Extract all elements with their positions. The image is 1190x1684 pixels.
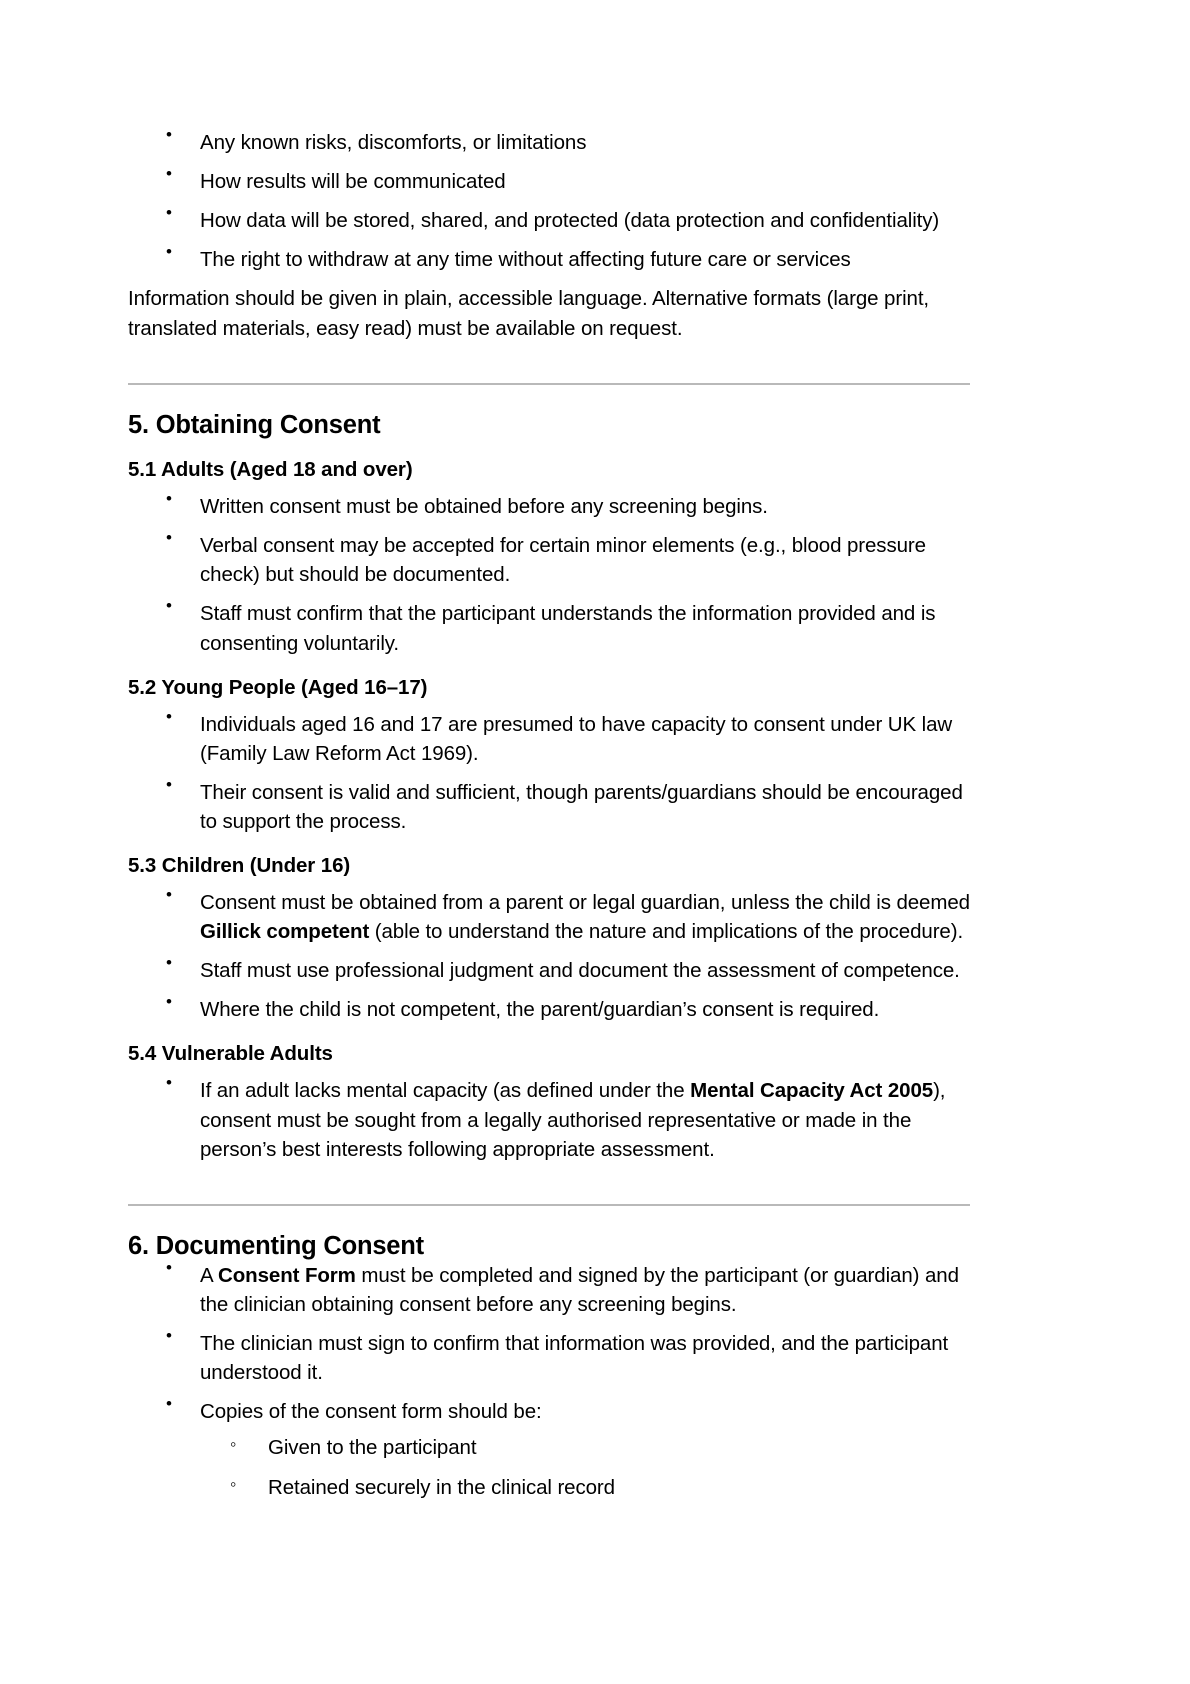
list-item: [128, 710, 980, 768]
subheading-5-2: 5.2 Young People (Aged 16–17): [128, 675, 428, 699]
bullet-text: Their consent is valid and sufficient, though parents/guardians should be encouraged to support the process.: [200, 780, 963, 833]
bullet-text: Where the child is not competent, the parent/guardian’s consent is required.: [200, 998, 880, 1022]
bullet-text: The clinician must sign to confirm that information was provided, and the participant understood it.: [200, 1332, 949, 1385]
bullet-list-5-3: [128, 888, 980, 1024]
list-item: [128, 245, 980, 274]
bullet-list-6: [128, 1261, 980, 1503]
list-item: [128, 995, 980, 1024]
list-item: [128, 167, 980, 196]
subheading-5-3: 5.3 Children (Under 16): [128, 854, 351, 878]
intro-bullet-list: [128, 128, 980, 274]
bullet-text-suffix: must be completed and signed by the participant (or guardian) and the clinician obtaining consent before any screening begins.: [200, 1263, 959, 1316]
bullet-text: How results will be communicated: [200, 170, 506, 194]
sub-bullet-text: Given to the participant: [268, 1436, 477, 1460]
subheading-5-4: 5.4 Vulnerable Adults: [128, 1042, 333, 1066]
bullet-text: Verbal consent may be accepted for certain minor elements (e.g., blood pressure check) but should be documented.: [200, 534, 926, 587]
bullet-text-emphasis: Gillick competent: [200, 920, 370, 944]
list-item: [128, 956, 980, 985]
bullet-text: Individuals aged 16 and 17 are presumed to have capacity to consent under UK law (Family Law Reform Act 1969).: [200, 712, 953, 765]
list-item: [128, 492, 980, 521]
page-title-section-6: 6. Documenting Consent: [128, 1231, 424, 1260]
subheading-5-1: 5.1 Adults (Aged 18 and over): [128, 458, 413, 482]
bullet-text-emphasis: Consent Form: [218, 1263, 356, 1287]
page-content: [128, 128, 980, 1503]
list-item: [128, 888, 980, 946]
section-divider: [128, 1204, 970, 1206]
list-item: [128, 778, 980, 836]
list-item: [200, 1473, 980, 1502]
intro-paragraph: Information should be given in plain, accessible language. Alternative formats (large print, translated materials, easy read) must be available on request.: [128, 287, 930, 340]
bullet-text-emphasis: Mental Capacity Act 2005: [690, 1079, 934, 1103]
list-item: [128, 531, 980, 589]
bullet-text: Staff must confirm that the participant understands the information provided and is consenting voluntarily.: [200, 602, 936, 655]
bullet-text-prefix: A: [200, 1263, 219, 1287]
page-title-section-5: 5. Obtaining Consent: [128, 411, 381, 440]
bullet-list-5-4: [128, 1076, 980, 1163]
list-item: [200, 1433, 980, 1462]
bullet-text-suffix: (able to understand the nature and implications of the procedure).: [369, 920, 964, 944]
list-item: [128, 1076, 980, 1163]
section-divider: [128, 383, 970, 385]
bullet-list-5-2: [128, 710, 980, 836]
list-item: [128, 1397, 980, 1502]
bullet-text-prefix: Consent must be obtained from a parent or legal guardian, unless the child is deemed: [200, 891, 970, 915]
bullet-text: Written consent must be obtained before any screening begins.: [200, 495, 768, 519]
sub-bullet-text: Retained securely in the clinical record: [268, 1476, 615, 1500]
list-item: [128, 1329, 980, 1387]
bullet-text: How data will be stored, shared, and protected (data protection and confidentiality): [200, 209, 940, 233]
bullet-text: Staff must use professional judgment and document the assessment of competence.: [200, 959, 960, 983]
bullet-text: Any known risks, discomforts, or limitations: [200, 131, 587, 154]
list-item: [128, 1261, 980, 1319]
sub-bullet-list: [200, 1433, 980, 1502]
bullet-text-prefix: If an adult lacks mental capacity (as defined under the: [200, 1079, 691, 1103]
list-item: [128, 128, 980, 157]
list-item: [128, 599, 980, 657]
bullet-text: Copies of the consent form should be:: [200, 1400, 542, 1424]
bullet-text-suffix: ), consent must be sought from a legally authorised representative or made in the person’s best interests following appropriate assessment.: [200, 1079, 946, 1161]
bullet-text: The right to withdraw at any time without affecting future care or services: [200, 248, 851, 272]
bullet-list-5-1: [128, 492, 980, 658]
list-item: [128, 206, 980, 235]
